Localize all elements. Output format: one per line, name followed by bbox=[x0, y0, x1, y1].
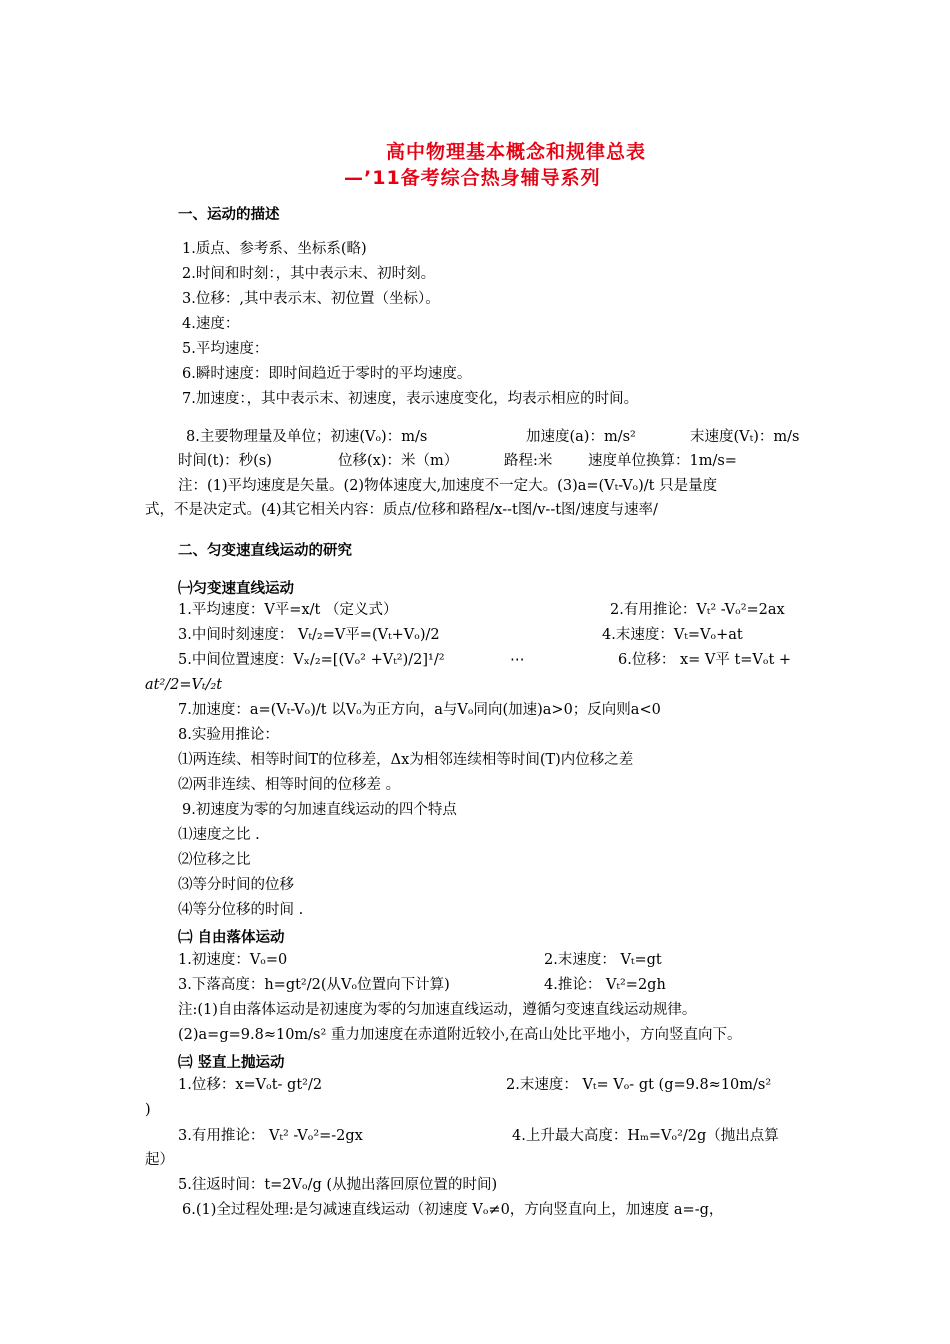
text-line: 6.瞬时速度：即时间趋近于零时的平均速度。 bbox=[182, 366, 472, 382]
text-line: 起） bbox=[145, 1152, 174, 1168]
text-line: 路程:米 bbox=[504, 453, 553, 469]
text-line: 8.实验用推论： bbox=[178, 727, 279, 743]
text-line: 1.位移：x=Vₒt- gt²/2 bbox=[178, 1077, 323, 1093]
text-line: 4.速度： bbox=[182, 316, 240, 332]
text-line: 3.有用推论： Vₜ² -Vₒ²=-2gx bbox=[178, 1128, 363, 1144]
text-line: 末速度(Vₜ)：m/s bbox=[690, 429, 800, 445]
text-line: 2.末速度： Vₜ= Vₒ- gt (g=9.8≈10m/s² bbox=[506, 1077, 772, 1093]
text-line: 7.加速度：a=(Vₜ-Vₒ)/t 以Vₒ为正方向，a与Vₒ同向(加速)a>0；反向则a<0 bbox=[178, 702, 661, 718]
text-line: 3.中间时刻速度： Vₜ/₂=V平=(Vₜ+Vₒ)/2 bbox=[178, 627, 440, 643]
text-line: 4.推论： Vₜ²=2gh bbox=[544, 977, 666, 993]
text-line: 9.初速度为零的匀加速直线运动的四个特点 bbox=[182, 802, 457, 818]
note-line: 注:(1)自由落体运动是初速度为零的匀加速直线运动，遵循匀变速直线运动规律。 bbox=[178, 1002, 697, 1018]
text-line: ⑵两非连续、相等时间的位移差 。 bbox=[178, 777, 401, 793]
text-line: ⋯ bbox=[510, 652, 525, 668]
note-line: (2)a=g=9.8≈10m/s² 重力加速度在赤道附近较小,在高山处比平地小，方向竖直向下。 bbox=[178, 1027, 742, 1043]
text-line: ⑶等分时间的位移 bbox=[178, 877, 294, 893]
text-line: 2.时间和时刻：，其中表示末、初时刻。 bbox=[182, 266, 436, 282]
text-line: at²/2=Vₜ/₂t bbox=[145, 677, 223, 693]
text-line: ⑴两连续、相等时间T的位移差，Δx为相邻连续相等时间(T)内位移之差 bbox=[178, 752, 634, 768]
text-line: 速度单位换算：1m/s= bbox=[588, 453, 737, 469]
text-line: 8.主要物理量及单位；初速(Vₒ)：m/s bbox=[186, 429, 428, 445]
section-heading-uniform-acceleration: 二、匀变速直线运动的研究 bbox=[178, 543, 352, 559]
text-line: 2.末速度： Vₜ=gt bbox=[544, 952, 662, 968]
section-heading-motion-description: 一、运动的描述 bbox=[178, 207, 280, 223]
text-line: 3.下落高度：h=gt²/2(从Vₒ位置向下计算) bbox=[178, 977, 450, 993]
text-line: ⑷等分位移的时间 . bbox=[178, 902, 304, 918]
text-line: 4.末速度：Vₜ=Vₒ+at bbox=[602, 627, 743, 643]
text-line: 1.初速度：Vₒ=0 bbox=[178, 952, 288, 968]
subsection-heading: ㈡ 自由落体运动 bbox=[178, 930, 285, 946]
doc-title: 高中物理基本概念和规律总表 bbox=[386, 141, 647, 163]
doc-subtitle: —’11备考综合热身辅导系列 bbox=[344, 167, 601, 189]
text-line: ⑴速度之比 . bbox=[178, 827, 260, 843]
text-line: ⑵位移之比 bbox=[178, 852, 251, 868]
text-line: 1.平均速度：V平=x/t （定义式） bbox=[178, 602, 398, 618]
text-line: 2.有用推论：Vₜ² -Vₒ²=2ax bbox=[610, 602, 785, 618]
text-line: 1.质点、参考系、坐标系(略) bbox=[182, 241, 367, 257]
text-line: 6.位移： x= V平 t=Vₒt + bbox=[618, 652, 792, 668]
text-line: 加速度(a)：m/s² bbox=[526, 429, 636, 445]
text-line: 3.位移：,其中表示末、初位置（坐标）。 bbox=[182, 291, 440, 307]
text-line: 5.往返时间：t=2Vₒ/g (从抛出落回原位置的时间) bbox=[178, 1177, 498, 1193]
text-line: 7.加速度：，其中表示末、初速度，表示速度变化，均表示相应的时间。 bbox=[182, 391, 639, 407]
text-line: 5.平均速度： bbox=[182, 341, 269, 357]
subsection-heading: ㈠匀变速直线运动 bbox=[178, 581, 294, 597]
text-line: 6.(1)全过程处理:是匀减速直线运动（初速度 Vₒ≠0，方向竖直向上，加速度 a=-g， bbox=[182, 1202, 724, 1218]
text-line: ) bbox=[145, 1102, 151, 1118]
text-line: 位移(x)：米（m） bbox=[338, 453, 459, 469]
note-line: 注：(1)平均速度是矢量。(2)物体速度大,加速度不一定大。(3)a=(Vₜ-Vₒ)/t 只是量度 bbox=[178, 478, 718, 494]
subsection-heading: ㈢ 竖直上抛运动 bbox=[178, 1055, 285, 1071]
text-line: 5.中间位置速度：Vₓ/₂=[(Vₒ² +Vₜ²)/2]¹/² bbox=[178, 652, 445, 668]
note-line: 式，不是决定式。(4)其它相关内容：质点/位移和路程/x--t图/v--t图/速度与速率/ bbox=[145, 502, 658, 518]
text-line: 4.上升最大高度：Hₘ=Vₒ²/2g（抛出点算 bbox=[512, 1128, 779, 1144]
text-line: 时间(t)：秒(s) bbox=[178, 453, 272, 469]
